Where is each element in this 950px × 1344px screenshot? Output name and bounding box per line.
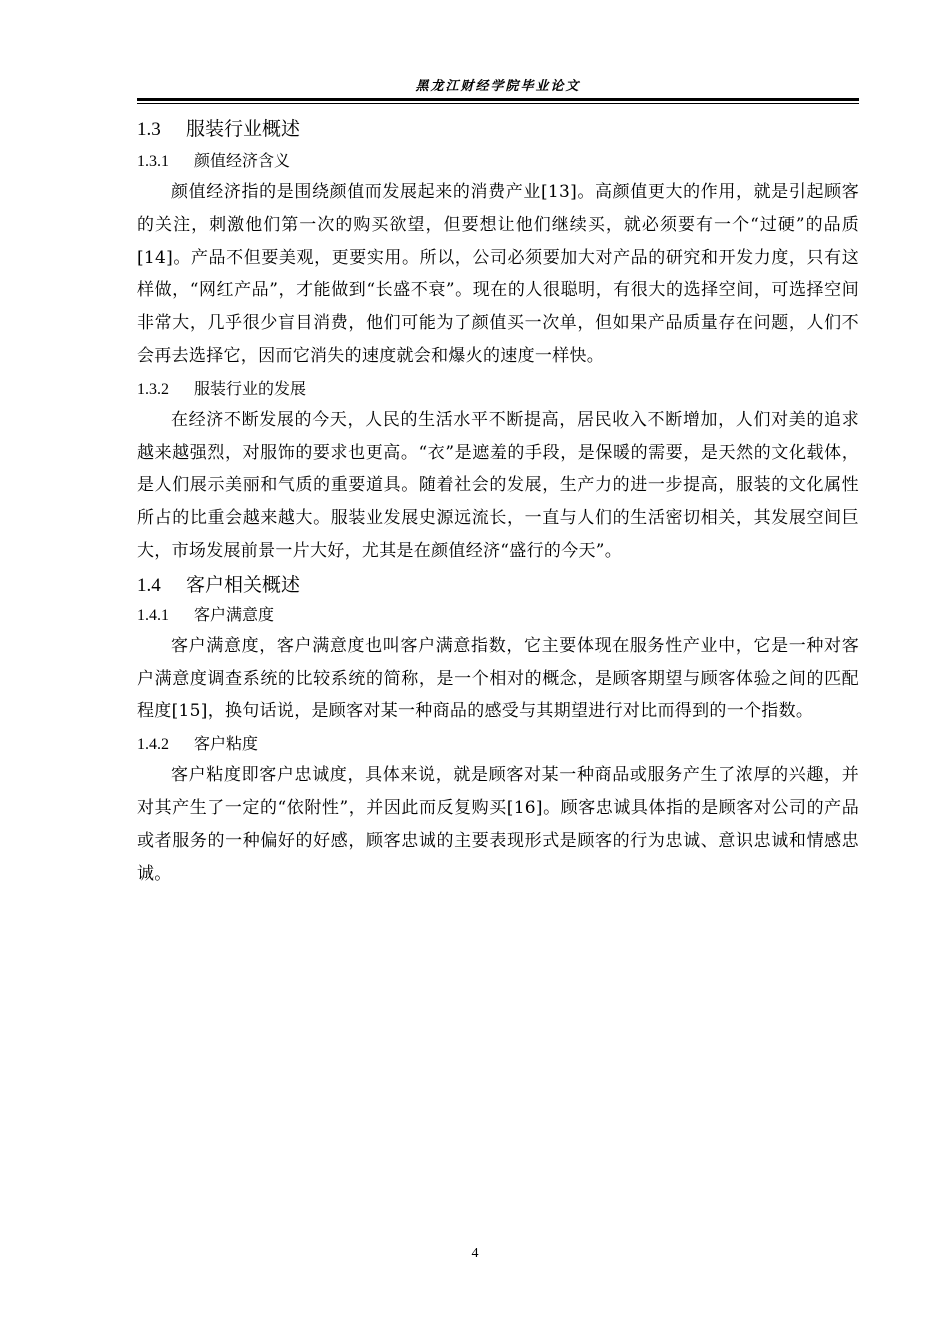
page-body	[137, 114, 859, 890]
subsection-number: 1.3.2	[137, 380, 169, 398]
paragraph-customer-stickiness: 客户粘度即客户忠诚度，具体来说，就是顾客对某一种商品或服务产生了浓厚的兴趣，并对其产生了一定的“依附性”，并因此而反复购买[16]。顾客忠诚具体指的是顾客对公司的产品或者服务的一种偏好的好感，顾客忠诚的主要表现形式是顾客的行为忠诚、意识忠诚和情感忠诚。	[137, 765, 859, 884]
subsection-heading-1-4-2	[137, 730, 859, 759]
paragraph-apparel-development: 在经济不断发展的今天，人民的生活水平不断提高，居民收入不断增加，人们对美的追求越来越强烈，对服饰的要求也更高。“衣”是遮羞的手段，是保暖的需要，是天然的文化载体，是人们展示美丽和气质的重要道具。随着社会的发展，生产力的进一步提高，服装的文化属性所占的比重会越来越大。服装业发展史源远流长，一直与人们的生活密切相关，其发展空间巨大，市场发展前景一片大好，尤其是在颜值经济“盛行的今天”。	[137, 409, 859, 561]
header-double-rule	[137, 98, 859, 104]
section-title: 服装行业概述	[186, 118, 301, 140]
subsection-title: 服装行业的发展	[194, 378, 307, 398]
section-number: 1.4	[137, 574, 161, 596]
section-heading-1-4	[137, 570, 859, 601]
subsection-number: 1.4.1	[137, 606, 169, 624]
paragraph-beauty-economy: 颜值经济指的是围绕颜值而发展起来的消费产业[13]。高颜值更大的作用，就是引起顾客的关注，刺激他们第一次的购买欲望，但要想让他们继续买，就必须要有一个“过硬”的品质[14]。产品不但要美观，更要实用。所以，公司必须要加大对产品的研究和开发力度，只有这样做，“网红产品”，才能做到“长盛不衰”。现在的人很聪明，有很大的选择空间，可选择空间非常大，几乎很少盲目消费，他们可能为了颜值买一次单，但如果产品质量存在问题，人们不会再去选择它，因而它消失的速度就会和爆火的速度一样快。	[137, 182, 859, 366]
subsection-title: 客户满意度	[194, 604, 275, 624]
subsection-title: 颜值经济含义	[194, 151, 291, 170]
running-header: 黑龙江财经学院毕业论文	[415, 79, 581, 94]
page-number: 4	[471, 1246, 479, 1261]
subsection-title: 客户粘度	[194, 734, 259, 754]
paragraph-customer-satisfaction: 客户满意度，客户满意度也叫客户满意指数，它主要体现在服务性产业中，它是一种对客户满意度调查系统的比较系统的简称，是一个相对的概念，是顾客期望与顾客体验之间的匹配程度[15]，换句话说，是顾客对某一种商品的感受与其期望进行对比而得到的一个指数。	[137, 635, 859, 722]
subsection-heading-1-3-2	[137, 375, 859, 404]
subsection-heading-1-4-1	[137, 601, 859, 630]
section-title: 客户相关概述	[186, 573, 301, 596]
section-number: 1.3	[137, 119, 161, 140]
subsection-number: 1.4.2	[137, 736, 169, 754]
subsection-heading-1-3-1	[137, 147, 859, 176]
subsection-number: 1.3.1	[137, 153, 169, 170]
section-heading-1-3	[137, 114, 859, 145]
